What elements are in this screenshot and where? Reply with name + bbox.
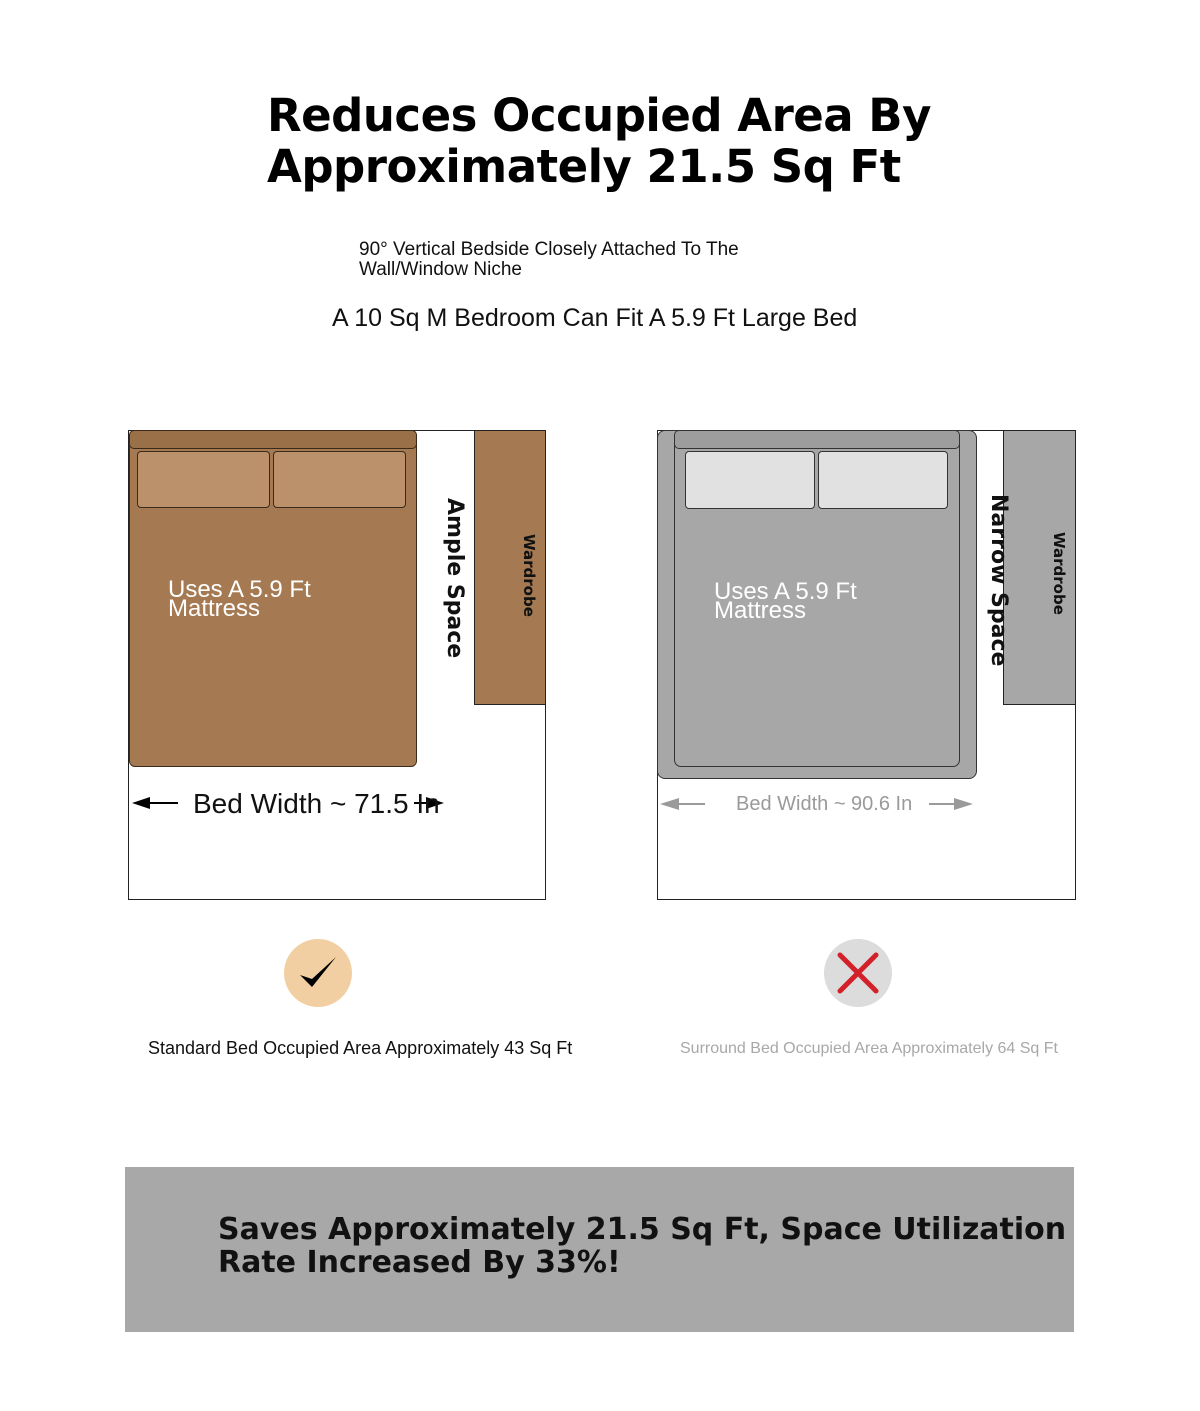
right-pillow-1 xyxy=(685,451,815,509)
title-line-2: Approximately 21.5 Sq Ft xyxy=(267,140,901,193)
left-bed-label-line-1: Uses A 5.9 Ft xyxy=(168,576,311,603)
left-bed-label-line-2: Mattress xyxy=(168,595,261,622)
left-caption: Standard Bed Occupied Area Approximately 43 Sq Ft xyxy=(148,1038,573,1058)
right-pillow-2 xyxy=(818,451,948,509)
summary-line-2: Rate Increased By 33%! xyxy=(218,1245,621,1280)
check-icon xyxy=(296,953,340,993)
left-wardrobe-label: Wardrobe xyxy=(520,534,538,617)
right-arrow-right-head-icon xyxy=(954,798,973,810)
left-status-badge xyxy=(284,939,352,1007)
left-bed-label xyxy=(168,576,311,622)
left-width-label: Bed Width ~ 71.5 In xyxy=(193,788,440,819)
summary-line-1: Saves Approximately 21.5 Sq Ft, Space Utilization xyxy=(218,1212,1067,1247)
left-pillow-2 xyxy=(273,451,406,508)
left-headboard xyxy=(129,430,417,449)
right-bed-label-line-1: Uses A 5.9 Ft xyxy=(714,578,857,605)
x-icon xyxy=(836,951,880,995)
right-bed-label xyxy=(714,578,857,624)
right-wardrobe-label: Wardrobe xyxy=(1050,532,1068,615)
summary-banner-text xyxy=(218,1212,1067,1280)
subtitle-bedroom-fit: A 10 Sq M Bedroom Can Fit A 5.9 Ft Large Bed xyxy=(332,304,858,332)
subtitle-line-2: Wall/Window Niche xyxy=(359,259,522,280)
subtitle xyxy=(359,240,879,280)
right-arrow-left-head-icon xyxy=(660,798,679,810)
page-title xyxy=(267,90,967,192)
title-line-1: Reduces Occupied Area By xyxy=(267,89,931,142)
subtitle-line-1: 90° Vertical Bedside Closely Attached To The xyxy=(359,239,739,260)
right-caption: Surround Bed Occupied Area Approximately 64 Sq Ft xyxy=(680,1040,1058,1057)
left-pillow-1 xyxy=(137,451,270,508)
right-width-label: Bed Width ~ 90.6 In xyxy=(736,793,913,815)
left-arrow-left-head-icon xyxy=(132,797,150,809)
left-space-label: Ample Space xyxy=(442,498,467,659)
right-status-badge xyxy=(824,939,892,1007)
right-bed-label-line-2: Mattress xyxy=(714,597,807,624)
right-space-label: Narrow Space xyxy=(986,494,1011,667)
right-headboard xyxy=(674,430,960,449)
